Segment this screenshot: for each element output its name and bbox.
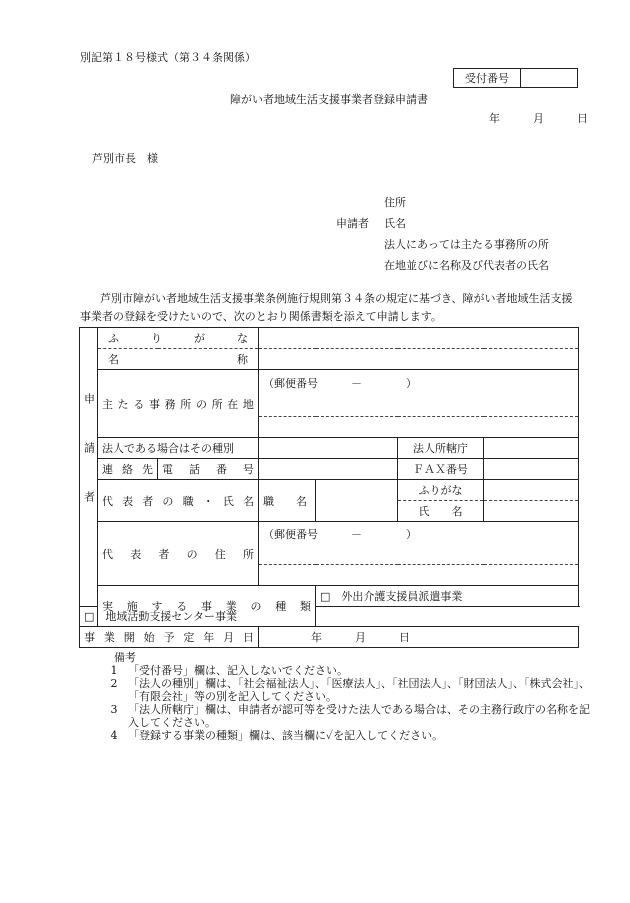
- note-item: 4 「登録する事業の種類」欄は、該当欄に✓を記入してください。: [110, 729, 444, 742]
- rep-title-name-label: 代 表 者 の 職 ・ 氏 名: [98, 480, 259, 522]
- applicant-label: 申請者: [336, 217, 369, 230]
- receipt-number-box: [453, 68, 578, 88]
- postal-code-2: （郵便番号 － ）: [263, 528, 417, 541]
- note-item: 1 「受付番号」欄は、記入しないでください。: [110, 664, 348, 677]
- office-address-input[interactable]: [259, 370, 579, 417]
- postal-code-1: （郵便番号 － ）: [263, 377, 417, 390]
- rep-address-input[interactable]: [259, 522, 579, 565]
- furigana-input[interactable]: [259, 328, 579, 349]
- date-day: 日: [577, 112, 588, 125]
- addressee: 芦別市長 様: [92, 152, 158, 165]
- date-month: 月: [533, 112, 544, 125]
- rep-address-label: 代 表 者 の 住 所: [98, 522, 259, 586]
- applicant-block: [336, 192, 549, 276]
- office-address-line2[interactable]: [259, 417, 579, 438]
- phone-input[interactable]: [259, 459, 398, 480]
- corp-type-label: 法人である場合はその種別: [98, 438, 259, 459]
- furigana-label: ふ り が な: [98, 328, 259, 349]
- rep-furigana-label: ふりがな: [398, 480, 484, 501]
- document-title: 障がい者地域生活支援事業者登録申請書: [230, 93, 428, 106]
- receipt-number-label: 受付番号: [454, 69, 521, 87]
- business-option-2[interactable]: □ 地域活動支援センター事業: [80, 606, 316, 627]
- name-input[interactable]: [259, 349, 579, 370]
- contact-label: 連 絡 先: [98, 459, 158, 480]
- corp-authority-label: 法人所轄庁: [398, 438, 484, 459]
- notes-section: [100, 651, 590, 742]
- corp-type-input[interactable]: [259, 438, 398, 459]
- name-label: 氏名: [384, 217, 406, 230]
- position-input[interactable]: [316, 480, 398, 522]
- phone-label: 電 話 番 号: [158, 459, 259, 480]
- rep-name-label: 氏 名: [398, 501, 484, 522]
- form-number: 別記第１８号様式（第３４条関係）: [80, 51, 256, 64]
- business-type-label: 実 施 す る 事 業 の 種 類: [98, 586, 316, 627]
- corp-note-2: 在地並びに名称及び代表者の氏名: [384, 259, 549, 272]
- rep-furigana-input[interactable]: [484, 480, 579, 501]
- fax-label: ＦＡＸ番号: [398, 459, 484, 480]
- note-item: 3 「法人所轄庁」欄は、申請者が認可等を受けた法人である場合は、その主務行政庁の名称を記入してください。: [110, 703, 590, 729]
- date-line: [489, 113, 588, 124]
- side-label-applicant: 申請者: [80, 328, 98, 607]
- corp-authority-input[interactable]: [484, 438, 579, 459]
- position-label: 職 名: [259, 480, 316, 522]
- start-date-label: 事 業 開 始 予 定 年 月 日: [80, 627, 259, 648]
- name-label: 名 称: [98, 349, 259, 370]
- corp-note-1: 法人にあっては主たる事務所の所: [384, 238, 549, 251]
- rep-address-line2[interactable]: [259, 565, 579, 586]
- rep-name-input[interactable]: [484, 501, 579, 522]
- business-option-1[interactable]: □ 外出介護支援員派遣事業: [316, 586, 579, 607]
- address-label: 住所: [384, 196, 406, 209]
- office-address-label: 主 た る 事 務 所 の 所 在 地: [98, 370, 259, 438]
- date-year: 年: [489, 112, 500, 125]
- notes-heading: 備考: [114, 651, 136, 664]
- start-date-input[interactable]: 年 月 日: [259, 627, 579, 648]
- intro-paragraph: 芦別市障がい者地域生活支援事業条例施行規則第３４条の規定に基づき、障がい者地域生活支援事業者の登録を受けたいので、次のとおり関係書類を添えて申請します。: [80, 292, 573, 323]
- application-table: [79, 327, 579, 648]
- fax-input[interactable]: [484, 459, 579, 480]
- note-item: 2 「法人の種別」欄は、「社会福祉法人」、「医療法人」、「社団法人」、「財団法人」、「株式会社」、「有限会社」等の別を記入してください。: [110, 677, 590, 703]
